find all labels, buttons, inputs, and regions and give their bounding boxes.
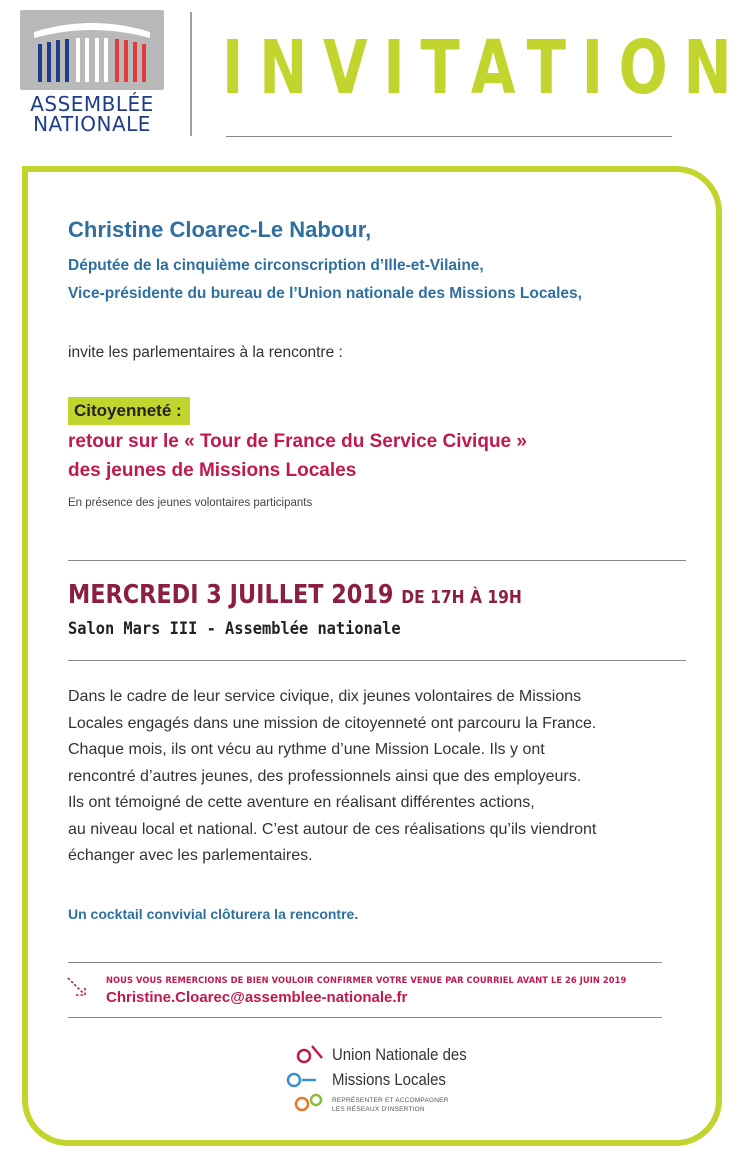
host-name: Christine Cloarec-Le Nabour,	[68, 217, 372, 242]
unml-title-line-1: Union Nationale des	[332, 1045, 467, 1064]
header-divider	[190, 12, 192, 136]
unml-title-line-2: Missions Locales	[332, 1070, 446, 1089]
description-line: Chaque mois, ils ont vécu au rythme d’une Mission Locale. Ils y ont	[68, 741, 545, 758]
page-title: INVITATION	[222, 25, 748, 111]
description-line: Locales engagés dans une mission de citoyenneté ont parcouru la France.	[68, 714, 597, 732]
event-date-text: MERCREDI 3 JUILLET 2019	[68, 580, 394, 610]
rsvp-note: NOUS VOUS REMERCIONS DE BIEN VOULOIR CONFIRMER VOTRE VENUE PAR COURRIEL AVANT LE 26 JUIN 2019	[106, 976, 627, 986]
event-date	[68, 580, 522, 610]
logo-emblem-background	[20, 10, 164, 90]
unml-tagline-2: LES RÉSEAUX D'INSERTION	[332, 1106, 425, 1113]
description	[68, 684, 698, 870]
invite-line: invite les parlementaires à la rencontre :	[68, 344, 343, 361]
logo-wordmark	[20, 94, 164, 134]
description-line: échanger avec les parlementaires.	[68, 847, 313, 864]
topic-line-2: des jeunes de Missions Locales	[68, 460, 357, 481]
divider-3	[68, 962, 662, 963]
divider-2	[68, 660, 686, 661]
rsvp-email-link[interactable]: Christine.Cloarec@assemblee-nationale.fr	[106, 989, 408, 1006]
description-line: Dans le cadre de leur service civique, dix jeunes volontaires de Missions	[68, 688, 582, 705]
event-place: Salon Mars III - Assemblée nationale	[68, 619, 401, 638]
unml-tagline-1: REPRÉSENTER ET ACCOMPAGNER	[332, 1097, 449, 1104]
event-time: DE 17H À 19H	[401, 587, 522, 608]
description-line: au niveau local et national. C’est autour de ces réalisations qu’ils viendront	[68, 820, 597, 838]
description-line: rencontré d’autres jeunes, des professionnels ainsi que des employeurs.	[68, 767, 582, 785]
presence-note: En présence des jeunes volontaires participants	[68, 497, 313, 509]
description-line: Ils ont témoigné de cette aventure en réalisant différentes actions,	[68, 794, 535, 811]
divider-4	[68, 1017, 662, 1018]
logo-line-2: NATIONALE	[33, 112, 151, 136]
logo-line-1: ASSEMBLÉE	[30, 92, 154, 116]
topic-line-1: retour sur le « Tour de France du Service Civique »	[68, 431, 527, 452]
cocktail-note: Un cocktail convivial clôturera la rencontre.	[68, 906, 359, 922]
header-rule	[226, 136, 672, 137]
unml-logo-icon	[282, 1040, 328, 1120]
host-role-2: Vice-présidente du bureau de l’Union nationale des Missions Locales,	[68, 285, 582, 302]
divider-1	[68, 560, 686, 561]
arrow-icon	[66, 974, 92, 1002]
assemblee-nationale-logo	[20, 10, 164, 138]
hemicycle-icon	[20, 10, 164, 90]
topic-tag: Citoyenneté :	[68, 397, 190, 425]
host-role-1: Députée de la cinquième circonscription d’Ille-et-Vilaine,	[68, 257, 484, 274]
